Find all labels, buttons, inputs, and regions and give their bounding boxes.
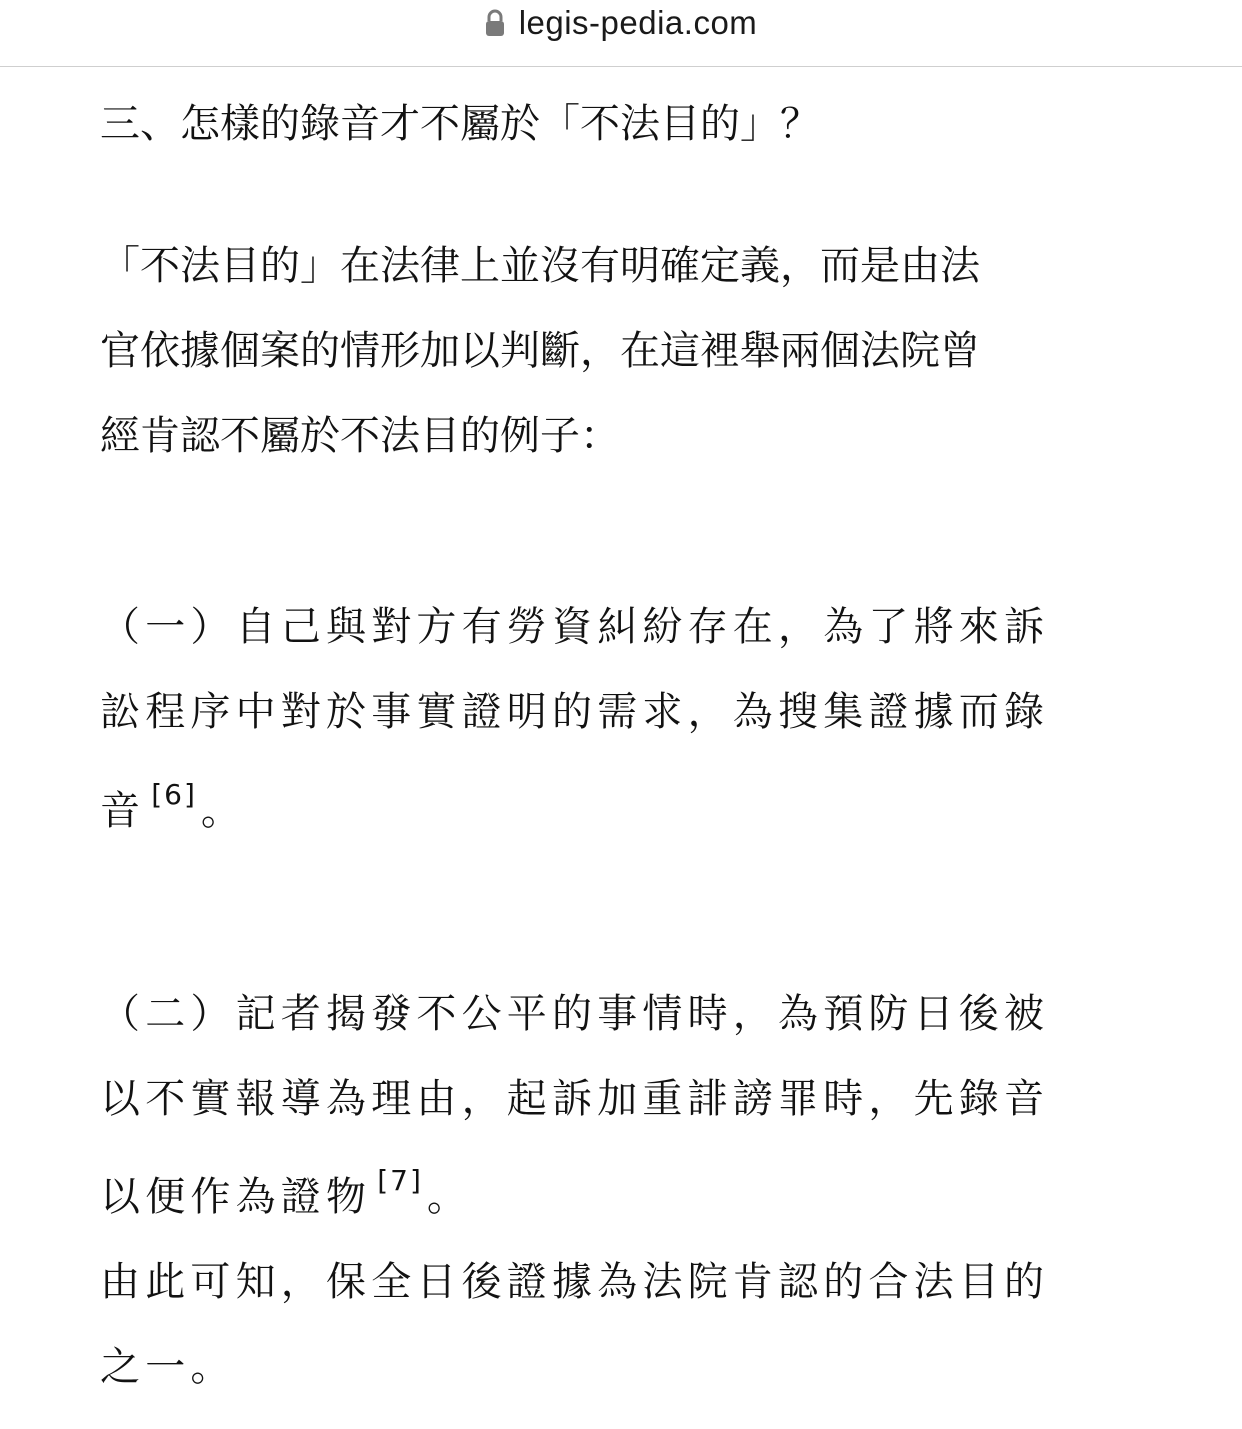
example1-last-text: 音 [100,788,146,834]
section-heading: 三、怎樣的錄音才不屬於「不法目的」？ [100,101,820,147]
footnote-link-7[interactable]: [7] [377,1164,423,1197]
conclusion-line-2: 之一。 [100,1344,236,1390]
example2-line-2: 以不實報導為理由，起訴加重誹謗罪時，先錄音 [100,1076,1050,1122]
url-text: legis-pedia.com [518,4,758,41]
example1-end: 。 [200,788,247,834]
browser-url-bar[interactable] [0,0,1242,67]
example1-line-1: （一）自己與對方有勞資糾紛存在，為了將來訴 [100,604,1050,650]
conclusion-line-1: 由此可知，保全日後證據為法院肯認的合法目的 [100,1259,1050,1305]
footnote-link-6[interactable]: [6] [151,778,197,811]
example1-line-2: 訟程序中對於事實證明的需求，為搜集證據而錄 [100,689,1050,735]
example1-line-3 [100,778,247,839]
lock-icon [485,9,505,37]
example2-line-1: （二）記者揭發不公平的事情時，為預防日後被 [100,991,1050,1037]
url-display[interactable] [0,3,1242,43]
intro-line-1: 「不法目的」在法律上並沒有明確定義，而是由法 [100,243,980,289]
intro-line-2: 官依據個案的情形加以判斷，在這裡舉兩個法院曾 [100,328,980,374]
intro-line-3: 經肯認不屬於不法目的例子： [100,413,620,459]
example2-last-text: 以便作為證物 [100,1174,372,1220]
example2-end: 。 [426,1174,473,1220]
example2-line-3 [100,1164,473,1225]
